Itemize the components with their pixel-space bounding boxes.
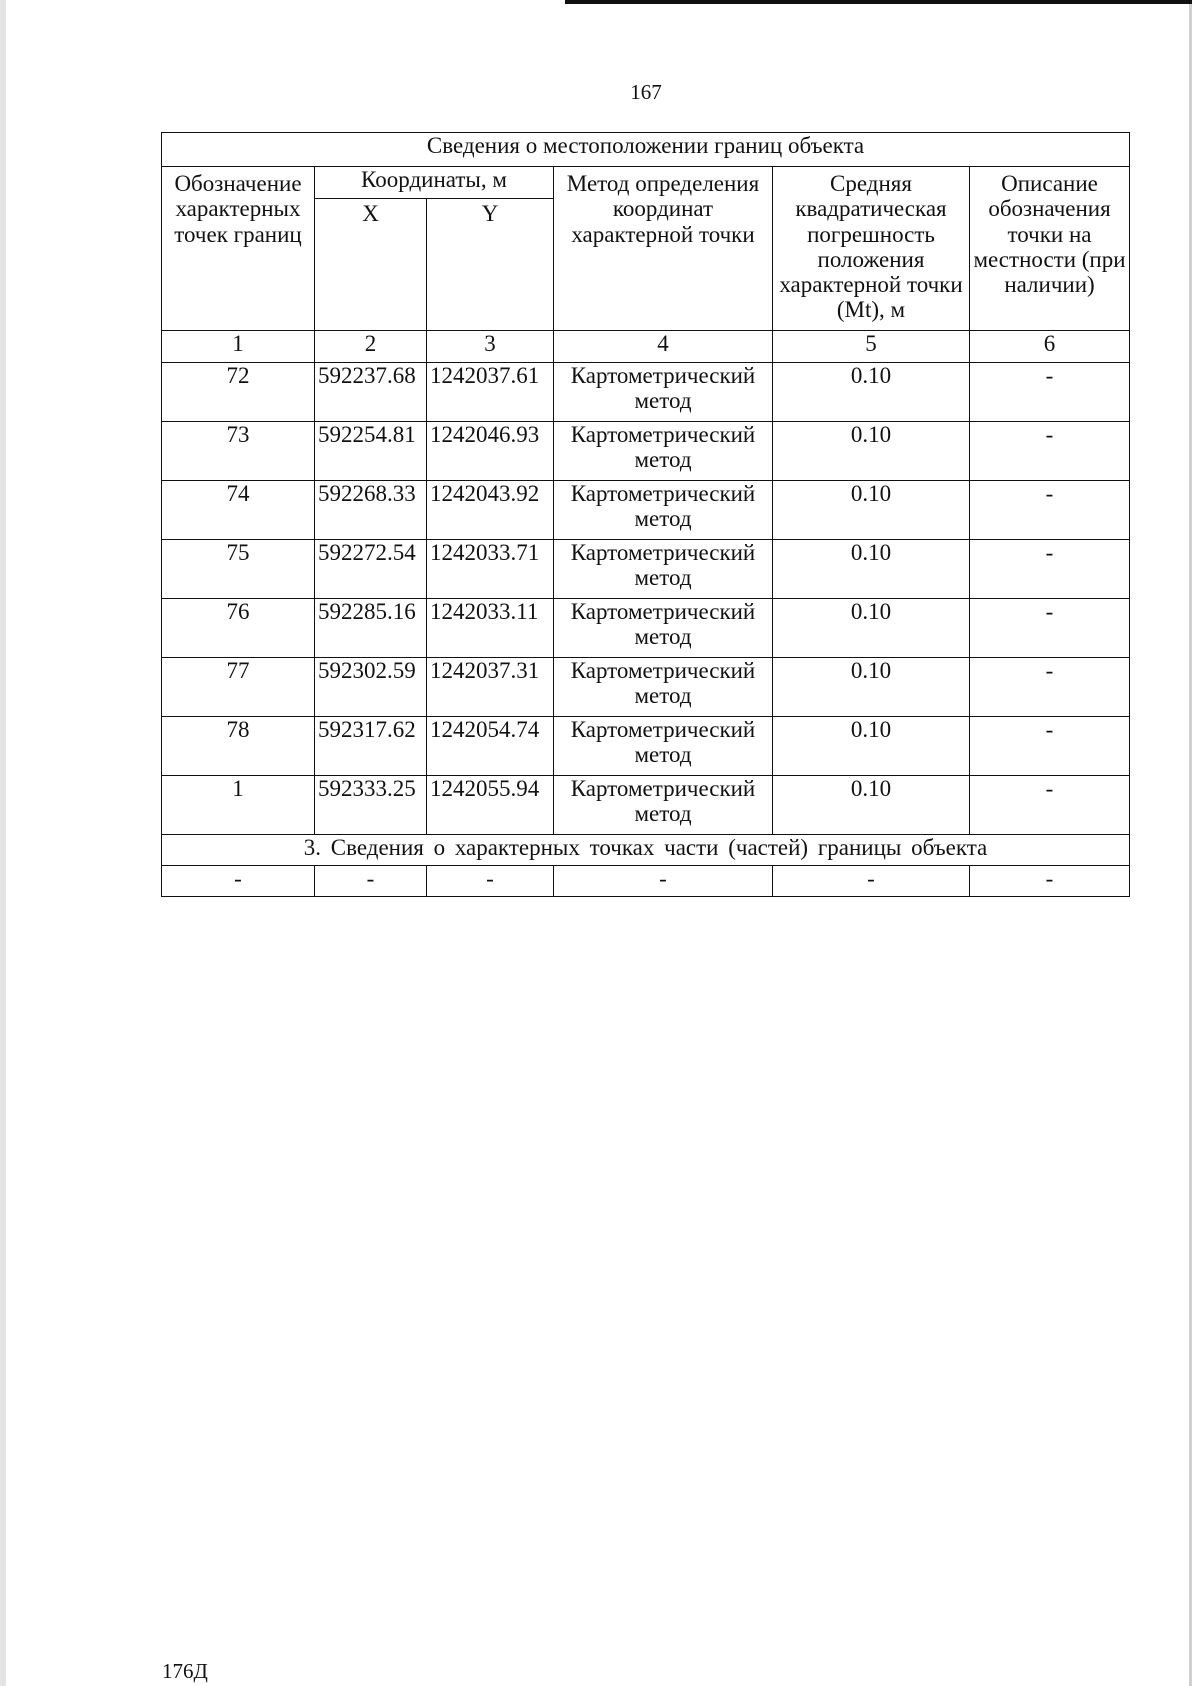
error-cell: 0.10 (773, 481, 970, 540)
page-number: 167 (630, 80, 662, 104)
y-coordinate-cell: 1242043.92 (427, 481, 554, 540)
error-cell: 0.10 (773, 422, 970, 481)
column-number: 3 (427, 331, 554, 363)
column-number: 5 (773, 331, 970, 363)
description-cell: - (970, 422, 1130, 481)
header-error-label: Средняя квадратическая погрешность положения характерной точки (Mt), м (779, 171, 963, 323)
description-cell: - (970, 599, 1130, 658)
footer-code: 176Д (162, 1659, 208, 1683)
point-cell: 73 (162, 422, 315, 481)
x-coordinate-cell: 592317.62 (315, 717, 427, 776)
header-y-label: Y (481, 201, 499, 226)
point-cell: 78 (162, 717, 315, 776)
y-coordinate-cell: 1242033.71 (427, 540, 554, 599)
y-coordinate-cell: 1242046.93 (427, 422, 554, 481)
point-cell: 1 (162, 776, 315, 835)
error-cell: 0.10 (773, 717, 970, 776)
header-method-label: Метод определения координат характерной точки (566, 171, 760, 247)
empty-cell: - (162, 866, 315, 897)
column-number: 4 (554, 331, 773, 363)
y-coordinate-cell: 1242037.61 (427, 363, 554, 422)
error-cell: 0.10 (773, 776, 970, 835)
point-cell: 76 (162, 599, 315, 658)
section3-empty-row (162, 866, 1130, 897)
method-cell: Картометрический метод (554, 422, 773, 481)
header-coords: Координаты, м (315, 167, 554, 199)
x-coordinate-cell: 592302.59 (315, 658, 427, 717)
point-cell: 77 (162, 658, 315, 717)
error-cell: 0.10 (773, 363, 970, 422)
table-row (162, 422, 1130, 481)
table-row (162, 776, 1130, 835)
header-point (162, 167, 315, 331)
x-coordinate-cell: 592272.54 (315, 540, 427, 599)
y-coordinate-cell: 1242033.11 (427, 599, 554, 658)
method-cell: Картометрический метод (554, 599, 773, 658)
method-cell: Картометрический метод (554, 363, 773, 422)
column-number: 2 (315, 331, 427, 363)
y-coordinate-cell: 1242037.31 (427, 658, 554, 717)
error-cell: 0.10 (773, 599, 970, 658)
empty-cell: - (970, 866, 1130, 897)
table-row (162, 658, 1130, 717)
header-x-label: X (362, 201, 379, 226)
x-coordinate-cell: 592237.68 (315, 363, 427, 422)
x-coordinate-cell: 592285.16 (315, 599, 427, 658)
point-cell: 72 (162, 363, 315, 422)
description-cell: - (970, 540, 1130, 599)
empty-cell: - (554, 866, 773, 897)
method-cell: Картометрический метод (554, 776, 773, 835)
scan-edge-right (1189, 0, 1192, 1686)
x-coordinate-cell: 592333.25 (315, 776, 427, 835)
y-coordinate-cell: 1242054.74 (427, 717, 554, 776)
scan-edge-left (0, 0, 6, 1686)
method-cell: Картометрический метод (554, 658, 773, 717)
x-coordinate-cell: 592254.81 (315, 422, 427, 481)
boundary-coordinates-table (161, 132, 1130, 897)
method-cell: Картометрический метод (554, 481, 773, 540)
header-y (427, 199, 554, 331)
table-title: Сведения о местоположении границ объекта (162, 133, 1130, 167)
error-cell: 0.10 (773, 540, 970, 599)
description-cell: - (970, 776, 1130, 835)
header-description-label: Описание обозначения точки на местности (при наличии) (973, 171, 1126, 298)
method-cell: Картометрический метод (554, 540, 773, 599)
description-cell: - (970, 717, 1130, 776)
point-cell: 74 (162, 481, 315, 540)
section3-title: 3. Сведения о характерных точках части (частей) границы объекта (162, 835, 1130, 866)
y-coordinate-cell: 1242055.94 (427, 776, 554, 835)
table-row (162, 481, 1130, 540)
table-row (162, 599, 1130, 658)
header-x (315, 199, 427, 331)
header-method (554, 167, 773, 331)
error-cell: 0.10 (773, 658, 970, 717)
header-point-label: Обозначение характерных точек границ (174, 171, 302, 247)
table-row (162, 540, 1130, 599)
header-description (970, 167, 1130, 331)
empty-cell: - (773, 866, 970, 897)
empty-cell: - (315, 866, 427, 897)
table-row (162, 717, 1130, 776)
empty-cell: - (427, 866, 554, 897)
column-number: 6 (970, 331, 1130, 363)
x-coordinate-cell: 592268.33 (315, 481, 427, 540)
description-cell: - (970, 481, 1130, 540)
table-row (162, 363, 1130, 422)
point-cell: 75 (162, 540, 315, 599)
method-cell: Картометрический метод (554, 717, 773, 776)
column-number-row (162, 331, 1130, 363)
top-rule (565, 0, 1192, 4)
header-error (773, 167, 970, 331)
column-number: 1 (162, 331, 315, 363)
description-cell: - (970, 363, 1130, 422)
description-cell: - (970, 658, 1130, 717)
